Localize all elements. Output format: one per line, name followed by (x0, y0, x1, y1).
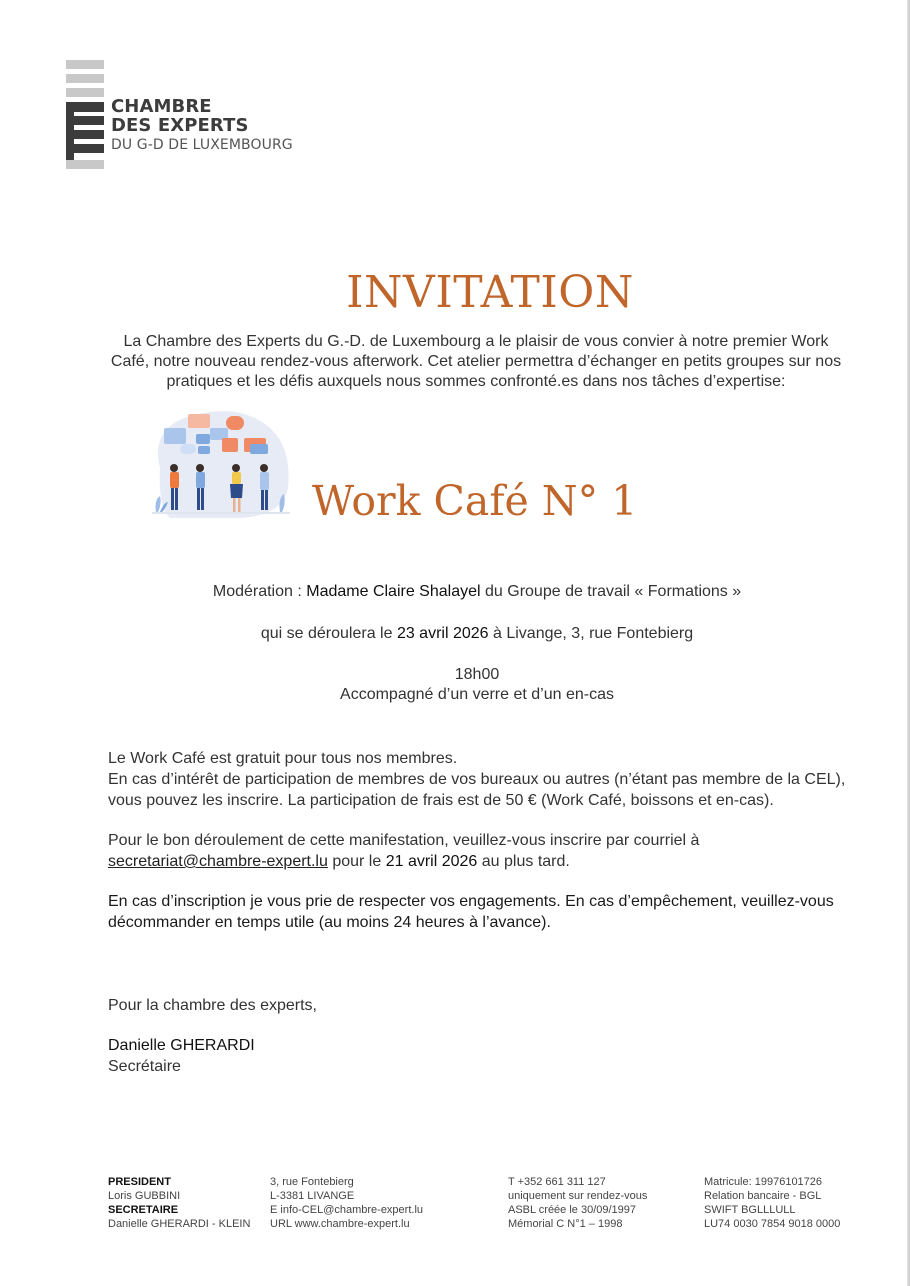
moderation-line (0, 583, 910, 601)
footer-col-contact (508, 1175, 647, 1231)
intro-text: La Chambre des Experts du G.-D. de Luxembourg a le plaisir de vous convier à notre premier Work Café, notre nouveau rendez-vous afterwork. Cet atelier permettra d’échanger en petits groupes sur nos pratiques et les défis auxquels nous sommes confronté.es dans nos tâches d’expertise: (110, 333, 842, 390)
footer-city: L-3381 LIVANGE (270, 1190, 355, 1202)
president-name: Loris GUBBINI (108, 1190, 181, 1202)
page-title: INVITATION (346, 267, 634, 319)
secretary-name: Danielle GHERARDI - KLEIN (108, 1218, 251, 1230)
signer-role: Secrétaire (108, 1058, 181, 1075)
secretary-label: SECRETAIRE (108, 1204, 179, 1216)
moderator-name: Madame Claire Shalayel (306, 583, 481, 600)
footer-phone: T +352 661 311 127 (508, 1176, 606, 1188)
people-discussion-illustration (150, 408, 292, 522)
footer-col-officers (108, 1175, 250, 1231)
deadline-suffix: au plus tard. (477, 853, 570, 870)
footer-email[interactable]: E info-CEL@chambre-expert.lu (270, 1204, 424, 1216)
deadline-date: 21 avril 2026 (385, 853, 478, 870)
footer-bank: Relation bancaire - BGL (704, 1190, 822, 1202)
signature-block (108, 1035, 848, 1077)
footer-col-bank (704, 1175, 840, 1231)
footer-memorial: Mémorial C N°1 – 1998 (508, 1218, 623, 1230)
notice-paragraph: En cas d’inscription je vous prie de respecter vos engagements. En cas d’empêchement, veuillez-vous décommander en temps utile (au moins 24 heures à l’avance). (108, 893, 834, 931)
footer-street: 3, rue Fontebierg (270, 1176, 354, 1188)
footer-url[interactable]: URL www.chambre-expert.lu (270, 1218, 410, 1230)
event-title: Work Café N° 1 (312, 477, 638, 525)
info-paragraph (108, 748, 848, 811)
footer-col-address (270, 1175, 423, 1231)
event-date: 23 avril 2026 (396, 625, 489, 642)
closing-text: Pour la chambre des experts, (108, 997, 317, 1014)
footer-matricule: Matricule: 19976101726 (704, 1176, 823, 1188)
logo-line-3: DU G-D DE LUXEMBOURG (111, 137, 293, 153)
date-location: à Livange, 3, rue Fontebierg (488, 625, 694, 642)
date-prefix: qui se déroulera le (260, 625, 397, 642)
moderation-label: Modération : (212, 583, 307, 600)
moderation-group: du Groupe de travail « Formations » (480, 583, 742, 600)
registration-text: Pour le bon déroulement de cette manifestation, veuillez-vous inscrire par courriel à (108, 832, 700, 849)
president-label: PRESIDENT (108, 1176, 171, 1188)
others-text: En cas d’intérêt de participation de membres de vos bureaux ou autres (n’étant pas membre de la CEL), vous pouvez les inscrire. La participation de frais est de 50 € (Work Café, boissons et en-cas). (108, 771, 846, 809)
refreshments-text: Accompagné d’un verre et d’un en-cas (340, 686, 614, 703)
footer-asbl: ASBL créée le 30/09/1997 (508, 1204, 637, 1216)
free-text: Le Work Café est gratuit pour tous nos membres. (108, 750, 458, 767)
logo-line-2: DES EXPERTS (111, 115, 249, 136)
registration-paragraph (108, 830, 848, 872)
registration-email-link[interactable]: secretariat@chambre-expert.lu (108, 853, 328, 870)
signer-name: Danielle GHERARDI (108, 1037, 255, 1054)
logo-line-1: CHAMBRE (111, 96, 212, 117)
logo (66, 60, 326, 174)
event-time: 18h00 (454, 666, 500, 683)
footer-appointment: uniquement sur rendez-vous (508, 1190, 648, 1202)
deadline-prefix: pour le (327, 853, 386, 870)
footer-swift: SWIFT BGLLLULL (704, 1204, 796, 1216)
date-line (0, 625, 910, 643)
footer-iban: LU74 0030 7854 9018 0000 (704, 1218, 841, 1230)
logo-e-icon (66, 60, 106, 174)
